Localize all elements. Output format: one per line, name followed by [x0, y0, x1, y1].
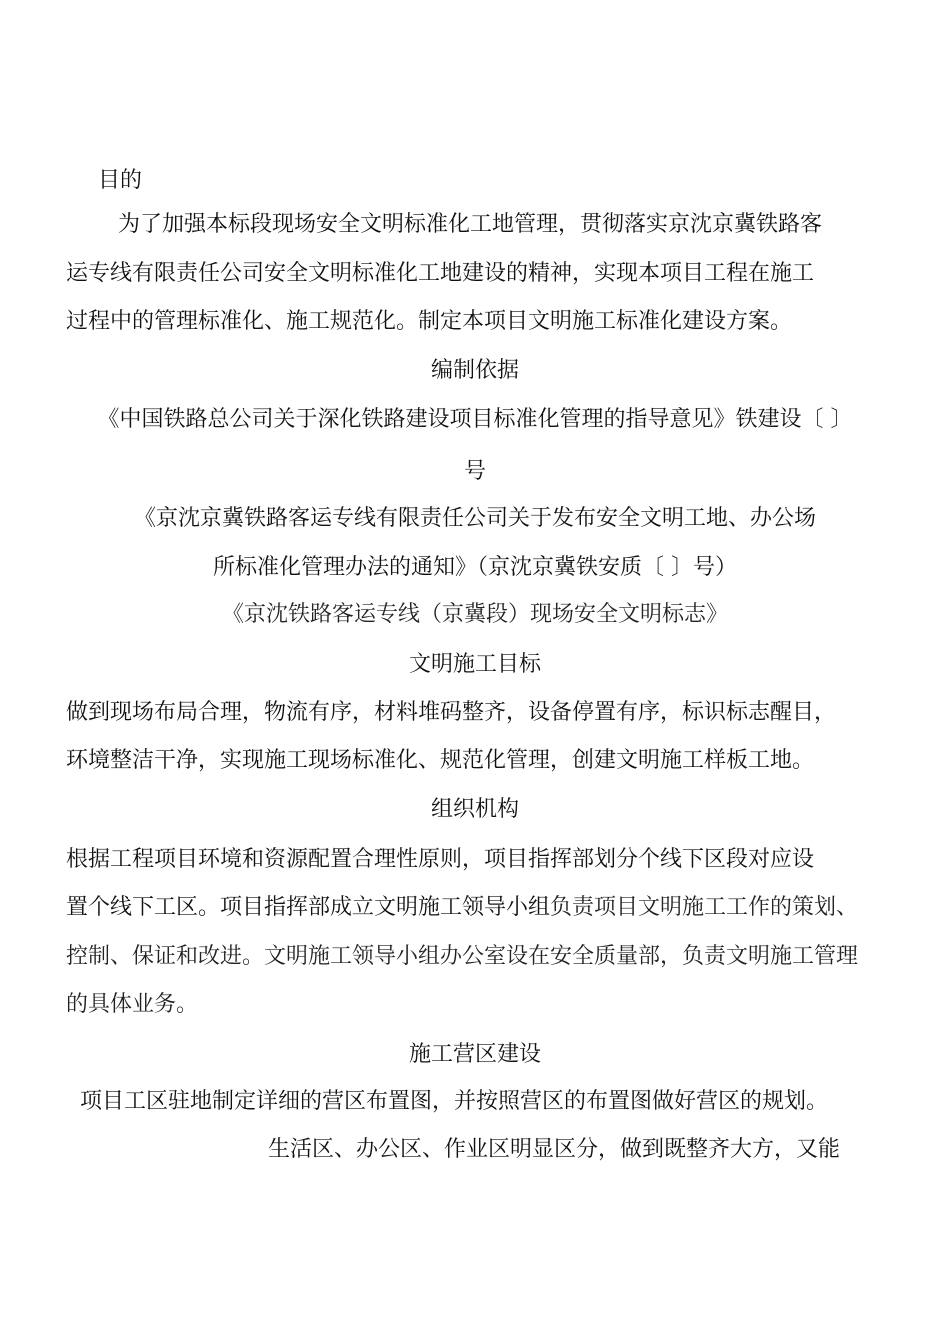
section-heading-goal: 文明施工目标	[408, 652, 541, 677]
reference-line: 《中国铁路总公司关于深化铁路建设项目标准化管理的指导意见》铁建设〔 〕	[97, 407, 853, 432]
reference-line: 《京沈铁路客运专线（京冀段）现场安全文明标志》	[221, 602, 728, 627]
section-heading-camp: 施工营区建设	[408, 1042, 541, 1067]
section-heading-purpose: 目的	[98, 168, 143, 193]
paragraph-line: 环境整洁干净，实现施工现场标准化、规范化管理，创建文明施工样板工地。	[66, 748, 815, 773]
paragraph-line: 控制、保证和改进。文明施工领导小组办公室设在安全质量部，负责文明施工管理	[66, 944, 859, 969]
paragraph-line	[66, 893, 858, 923]
reference-line: 《京沈京冀铁路客运专线有限责任公司关于发布安全文明工地、办公场	[133, 506, 816, 531]
reference-line: 所标准化管理办法的通知》（京沈京冀铁安质〔 〕号）	[213, 555, 737, 580]
paragraph-line: 项目工区驻地制定详细的营区布置图，并按照营区的布置图做好营区的规划。	[80, 1089, 829, 1114]
paragraph-line: 过程中的管理标准化、施工规范化。制定本项目文明施工标准化建设方案。	[66, 309, 793, 334]
paragraph-line: 的具体业务。	[66, 992, 199, 1017]
paragraph-line: 根据工程项目环境和资源配置合理性原则，项目指挥部划分个线下区段对应设	[66, 847, 815, 872]
paragraph-line: 做到现场布局合理，物流有序，材料堆码整齐，设备停置有序，标识标志醒目，	[66, 700, 837, 725]
paragraph-line: 生活区、办公区、作业区明显区分，做到既整齐大方，又能	[268, 1137, 841, 1162]
paragraph-line: 为了加强本标段现场安全文明标准化工地管理，贯彻落实京沈京冀铁路客	[118, 212, 823, 237]
paragraph-segment: 负责项目文明施工工作的策划、	[550, 895, 859, 920]
section-heading-org: 组织机构	[430, 797, 519, 822]
paragraph-line: 运专线有限责任公司安全文明标准化工地建设的精神，实现本项目工程在施工	[66, 261, 815, 286]
section-heading-basis: 编制依据	[430, 358, 519, 383]
reference-line: 号	[463, 459, 486, 484]
paragraph-segment: 置个线下工区。项目指挥部成立文明施工领导小组	[66, 895, 551, 920]
